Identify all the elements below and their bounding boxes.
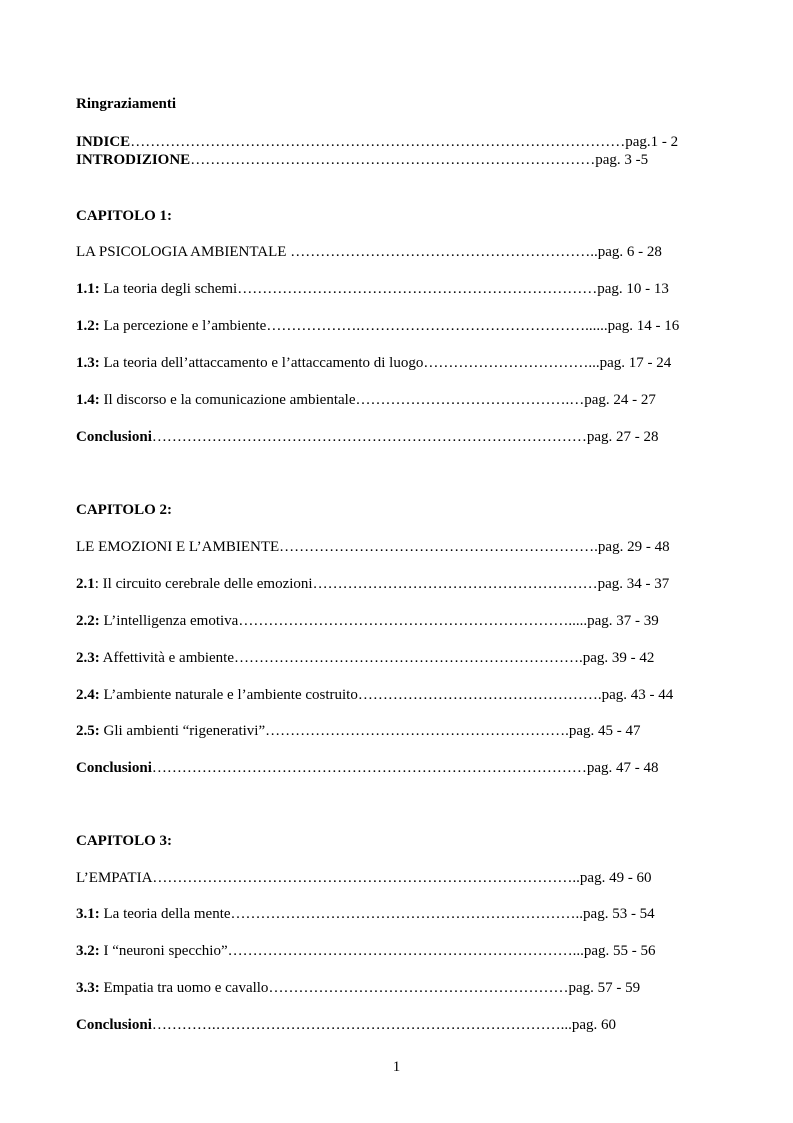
toc-entry	[76, 317, 713, 335]
toc-entry	[76, 979, 713, 997]
toc-entry-dots: …………………………………………………	[312, 576, 598, 592]
toc-entry-label: 3.1:	[76, 906, 100, 922]
toc-entry-dots: ……………………………………………………………..	[230, 906, 584, 922]
toc-entry-label: 1.4:	[76, 392, 100, 408]
toc-entry-page: pag. 10 - 13	[597, 281, 669, 297]
toc-entry	[76, 1016, 713, 1034]
toc-entry-text: L’ambiente naturale e l’ambiente costruito	[99, 687, 358, 703]
toc-entry-label: 2.1	[76, 576, 95, 592]
chapter-3-title	[76, 869, 713, 887]
toc-entry-label: 1.3:	[76, 355, 100, 371]
toc-entry-label: 1.2:	[76, 318, 100, 334]
toc-entry-page: pag. 24 - 27	[584, 392, 656, 408]
toc-entry-label: 2.5:	[76, 723, 100, 739]
toc-entry-page: pag. 14 - 16	[607, 318, 680, 334]
toc-entry-page: pag. 29 - 48	[597, 539, 670, 555]
toc-entry-label: INTRODIZIONE	[76, 152, 191, 168]
toc-entry-text: I “neuroni specchio”	[99, 943, 228, 959]
toc-entry-page: pag. 55 - 56	[583, 943, 656, 959]
toc-entry-dots: ……………………………………………………	[268, 980, 569, 996]
toc-entry-dots: ………………………………………………………………	[237, 281, 598, 297]
toc-entry-dots: ……………………………………………………………...	[227, 943, 584, 959]
chapter-heading: CAPITOLO 2:	[76, 502, 172, 518]
toc-entry-dots: ………………………………………………………………………	[190, 152, 596, 168]
toc-entry-text: LE EMOZIONI E L’AMBIENTE	[76, 539, 280, 555]
toc-entry-text: L’EMPATIA	[76, 870, 153, 886]
toc-entry	[76, 722, 713, 740]
toc-entry-page: pag. 6 - 28	[597, 244, 662, 260]
toc-entry-text: La teoria dell’attaccamento e l’attaccamento di luogo	[99, 355, 424, 371]
toc-entry-page: pag. 3 -5	[595, 152, 649, 168]
toc-entry-text: LA PSICOLOGIA AMBIENTALE	[76, 244, 291, 260]
toc-entry-page: pag. 49 - 60	[579, 870, 652, 886]
toc-entry-page: pag. 53 - 54	[583, 906, 655, 922]
toc-entry-introduzione	[76, 151, 713, 169]
toc-entry-label: 1.1:	[76, 281, 100, 297]
toc-entry-page: pag. 27 - 28	[586, 429, 659, 445]
toc-entry-page: pag. 34 - 37	[597, 576, 670, 592]
chapter-2-heading	[76, 501, 713, 519]
toc-entry-page: pag. 17 - 24	[599, 355, 672, 371]
toc-entry	[76, 428, 713, 446]
toc-entry-indice	[76, 133, 713, 151]
toc-entry-page: pag. 45 - 47	[568, 723, 641, 739]
toc-entry-dots: ……………………………………………………….	[279, 539, 598, 555]
toc-entry-dots: ……………………………………………………………………………	[151, 760, 587, 776]
chapter-2-title	[76, 538, 713, 556]
toc-entry	[76, 354, 713, 372]
toc-entry-dots: ………………………………………………………………………………………	[130, 134, 626, 150]
toc-entry-label: 3.3:	[76, 980, 100, 996]
toc-entry-dots: ………………………………………….	[357, 687, 602, 703]
chapter-heading: CAPITOLO 1:	[76, 208, 172, 224]
toc-entry-text: La teoria degli schemi	[99, 281, 238, 297]
toc-entry-dots: …………………………………………………………….	[234, 650, 583, 666]
toc-entry-text: La teoria della mente	[99, 906, 231, 922]
toc-entry-page: pag.1 - 2	[625, 134, 679, 150]
toc-entry-label: INDICE	[76, 134, 131, 150]
toc-entry-dots: …………………………………………………………………………..	[152, 870, 580, 886]
ringraziamenti-label: Ringraziamenti	[76, 96, 176, 112]
toc-entry-text: : Il circuito cerebrale delle emozioni	[94, 576, 313, 592]
toc-entry-page: pag. 37 - 39	[587, 613, 659, 629]
toc-entry-dots: ………………………………………………………….....	[238, 613, 588, 629]
toc-entry-dots: …………………………………………………….	[265, 723, 569, 739]
toc-entry-label: Conclusioni	[76, 760, 152, 776]
toc-entry-page: pag. 43 - 44	[601, 687, 674, 703]
chapter-1-title	[76, 243, 713, 261]
toc-entry-text: Gli ambienti “rigenerativi”	[99, 723, 266, 739]
toc-entry-label: Conclusioni	[76, 429, 152, 445]
chapter-heading: CAPITOLO 3:	[76, 833, 172, 849]
chapter-1-heading	[76, 207, 713, 225]
toc-entry	[76, 391, 713, 409]
toc-entry	[76, 686, 713, 704]
toc-entry-text: Il discorso e la comunicazione ambientale	[99, 392, 356, 408]
toc-entry-page: pag. 47 - 48	[586, 760, 659, 776]
toc-entry-text: L’intelligenza emotiva	[99, 613, 239, 629]
toc-entry-dots: ……………………………...	[423, 355, 600, 371]
toc-entry-label: 2.4:	[76, 687, 100, 703]
toc-entry-dots: ……………….………………………………………......	[266, 318, 608, 334]
toc-entry-text: Empatia tra uomo e cavallo	[99, 980, 269, 996]
toc-entry-page: pag. 57 - 59	[568, 980, 641, 996]
toc-entry-text: Affettività e ambiente	[99, 650, 235, 666]
toc-entry-label: 2.2:	[76, 613, 100, 629]
page-number: 1	[392, 1059, 401, 1075]
toc-entry-dots: ……………………………………………………..	[290, 244, 598, 260]
toc-ringraziamenti	[76, 95, 713, 113]
toc-entry	[76, 575, 713, 593]
toc-entry-label: 3.2:	[76, 943, 100, 959]
toc-entry	[76, 942, 713, 960]
toc-entry-dots: …………………………………….…	[355, 392, 585, 408]
toc-entry	[76, 612, 713, 630]
toc-entry	[76, 649, 713, 667]
toc-entry-dots: ……………………………………………………………………………	[151, 429, 587, 445]
toc-entry	[76, 280, 713, 298]
chapter-3-heading	[76, 832, 713, 850]
toc-entry-text: La percezione e l’ambiente	[99, 318, 267, 334]
toc-entry-page: pag. 39 - 42	[582, 650, 655, 666]
toc-entry	[76, 905, 713, 923]
toc-entry-label: Conclusioni	[76, 1017, 152, 1033]
toc-entry-label: 2.3:	[76, 650, 100, 666]
toc-entry-dots: ………….……………………………………………………………...	[151, 1017, 572, 1033]
toc-entry	[76, 759, 713, 777]
toc-entry-page: pag. 60	[571, 1017, 617, 1033]
